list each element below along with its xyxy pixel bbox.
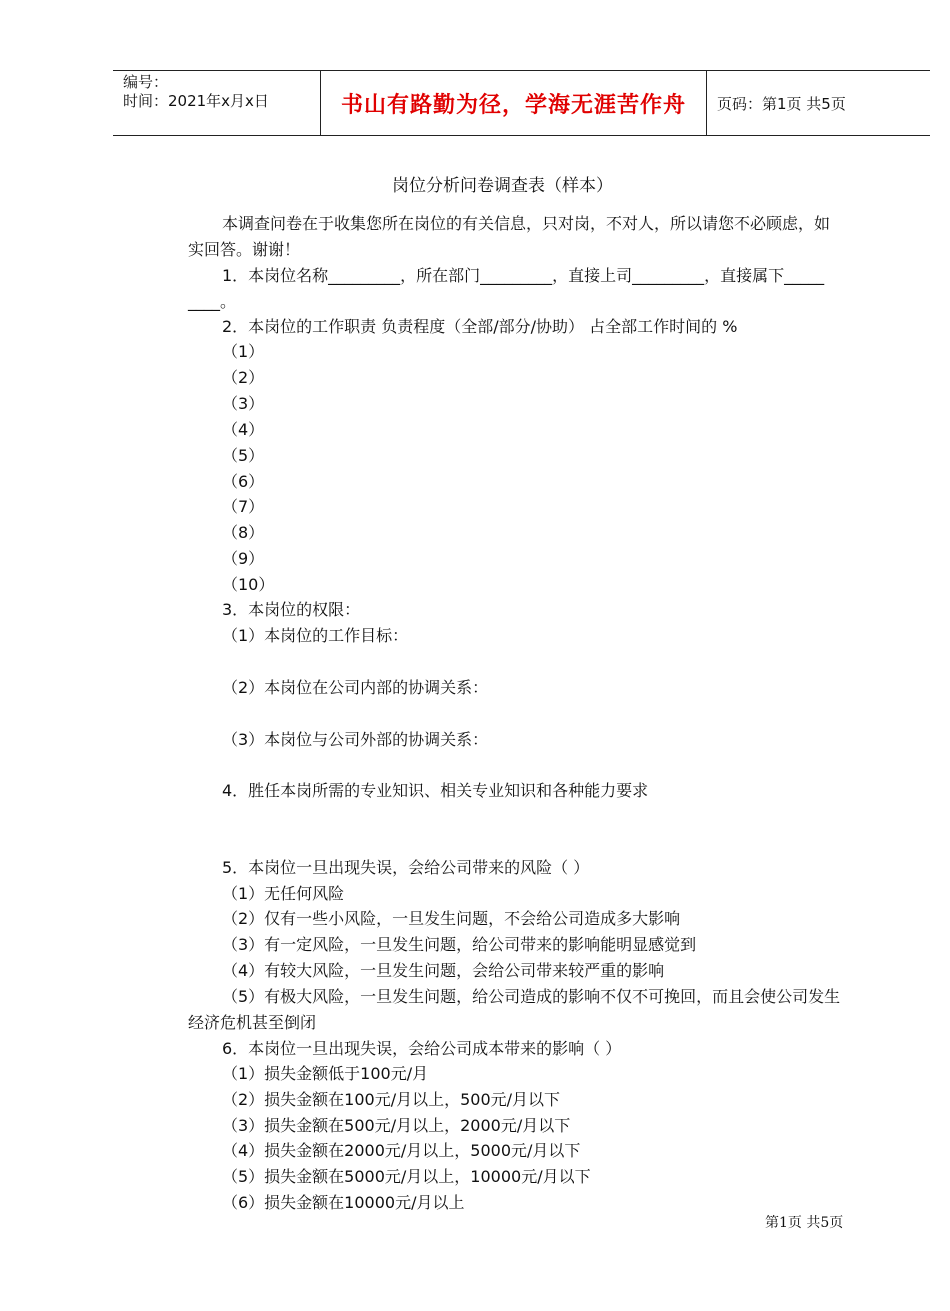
number-label: 编号： xyxy=(123,73,169,91)
question-5-option-2: （2）仅有一些小风险，一旦发生问题，不会给公司造成多大影响 xyxy=(222,909,681,928)
question-2-item: （5） xyxy=(222,445,265,465)
question-3-item-3: （3）本岗位与公司外部的协调关系： xyxy=(222,730,489,749)
question-6-option-3: （3）损失金额在500元/月以上，2000元/月以下 xyxy=(222,1116,571,1135)
question-2-item: （1） xyxy=(222,342,265,361)
question-2-item: （9） xyxy=(222,549,265,569)
question-2-item: （2） xyxy=(222,367,265,387)
question-5-option-1: （1）无任何风险 xyxy=(222,884,345,903)
question-2-item: （7） xyxy=(222,497,265,517)
question-2-item: （8） xyxy=(222,523,265,543)
intro-line-1: 本调查问卷在于收集您所在岗位的有关信息，只对岗，不对人，所以请您不必顾虑，如 xyxy=(222,214,831,233)
footer-page-label: 第1页 共5页 xyxy=(765,1215,844,1231)
question-1-line-1: 1．本岗位名称_________，所在部门_________，直接上司_________，直接属下_____ xyxy=(222,266,825,285)
question-2-item: （6） xyxy=(222,471,265,491)
question-6-option-5: （5）损失金额在5000元/月以上，10000元/月以下 xyxy=(222,1167,591,1186)
question-6: 6．本岗位一旦出现失误，会给公司成本带来的影响（ ） xyxy=(222,1039,622,1058)
question-1-line-2: ____。 xyxy=(188,292,237,311)
question-3-item-1: （1）本岗位的工作目标： xyxy=(222,626,409,645)
question-3-item-2: （2）本岗位在公司内部的协调关系： xyxy=(222,678,489,697)
question-5-option-3: （3）有一定风险，一旦发生问题，给公司带来的影响能明显感觉到 xyxy=(222,935,697,954)
header-meta-cell xyxy=(113,71,321,135)
question-4: 4．胜任本岗所需的专业知识、相关专业知识和各种能力要求 xyxy=(222,781,649,800)
question-5-option-4: （4）有较大风险，一旦发生问题，会给公司带来较严重的影响 xyxy=(222,961,665,980)
motto-text: 书山有路勤为径，学海无涯苦作舟 xyxy=(340,91,686,118)
question-3: 3．本岗位的权限： xyxy=(222,600,361,619)
question-2-item: （10） xyxy=(222,575,275,595)
question-6-option-4: （4）损失金额在2000元/月以上，5000元/月以下 xyxy=(222,1141,581,1160)
header-page-label: 页码：第1页 共5页 xyxy=(717,94,846,113)
header-page-cell xyxy=(707,71,930,135)
page-header xyxy=(113,70,930,136)
question-6-option-6: （6）损失金额在10000元/月以上 xyxy=(222,1193,465,1212)
time-label: 时间：2021年x月x日 xyxy=(123,92,269,110)
doc-title: 岗位分析问卷调查表（样本） xyxy=(392,176,613,196)
question-6-option-1: （1）损失金额低于100元/月 xyxy=(222,1064,429,1083)
question-5-option-5-line-2: 经济危机甚至倒闭 xyxy=(188,1013,317,1032)
header-motto-cell xyxy=(321,71,707,135)
intro-line-2: 实回答。谢谢！ xyxy=(188,240,301,259)
question-5: 5．本岗位一旦出现失误，会给公司带来的风险（ ） xyxy=(222,858,590,877)
question-2-item: （4） xyxy=(222,419,265,439)
question-2: 2．本岗位的工作职责 负责程度（全部/部分/协助） 占全部工作时间的 % xyxy=(222,317,738,336)
question-5-option-5-line-1: （5）有极大风险，一旦发生问题，给公司造成的影响不仅不可挽回，而且会使公司发生 xyxy=(222,987,841,1006)
question-6-option-2: （2）损失金额在100元/月以上，500元/月以下 xyxy=(222,1090,561,1109)
question-2-item: （3） xyxy=(222,393,265,413)
